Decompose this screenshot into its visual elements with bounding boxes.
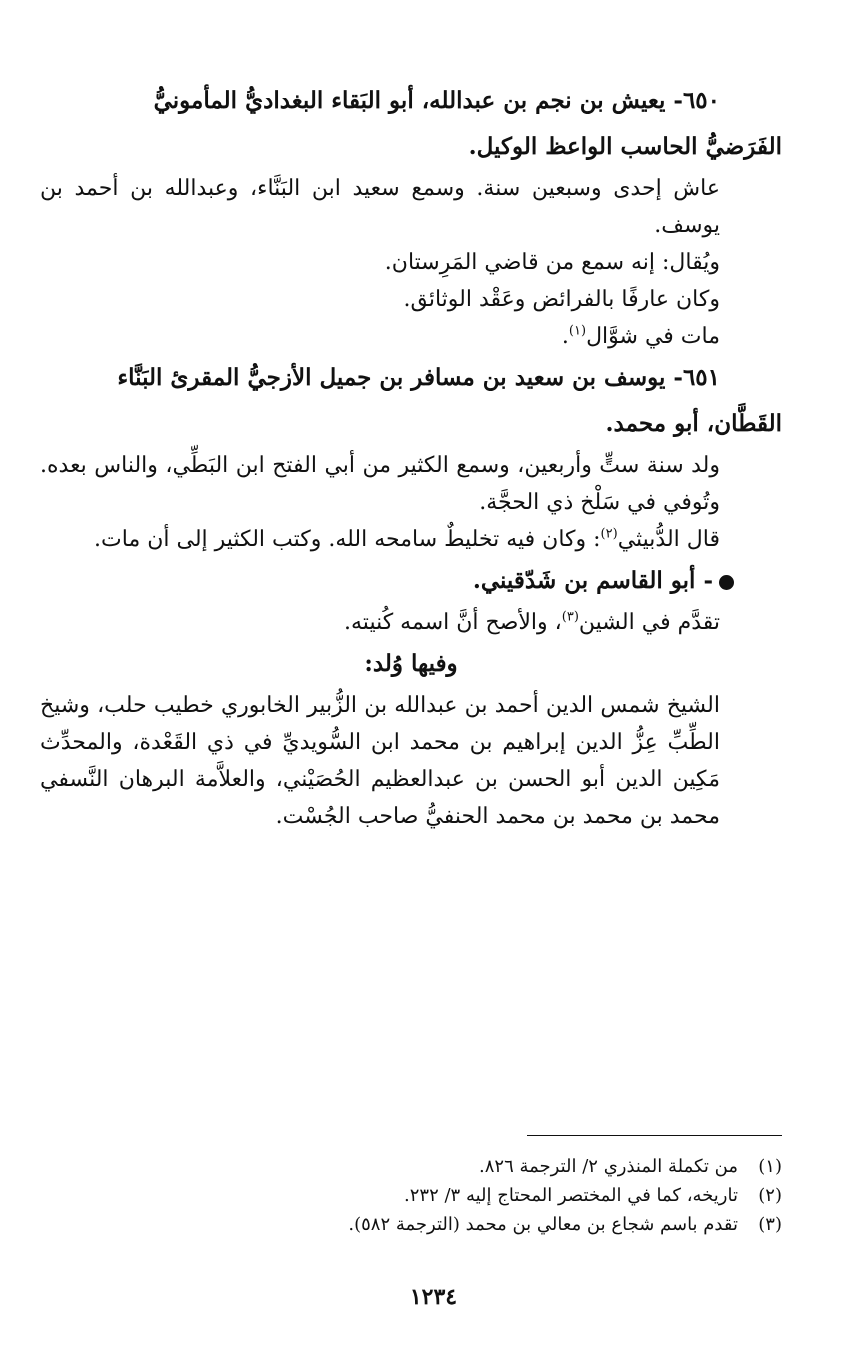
entry-651-text-2 xyxy=(40,521,782,558)
footnote-ref-1: (١) xyxy=(568,323,587,339)
entry-650-heading-line2: الفَرَضيُّ الحاسب الواعظ الوكيل. xyxy=(468,133,782,160)
footnote-3 xyxy=(40,1210,782,1239)
entry-650-text-4 xyxy=(40,318,782,355)
footnote-divider xyxy=(527,1135,782,1136)
footnote-1 xyxy=(40,1152,782,1181)
entry-650-heading-line1: ٦٥٠- يعيش بن نجم بن عبدالله، أبو البَقاء البغداديُّ المأمونيُّ xyxy=(153,87,720,114)
entry-651-heading-cont xyxy=(40,401,782,447)
footnote-1-number: (١) xyxy=(758,1156,782,1177)
entry-651-heading xyxy=(40,355,782,401)
entry-650-text-1: عاش إحدى وسبعين سنة. وسمع سعيد ابن البَنَّاء، وعبدالله بن أحمد بن يوسف. xyxy=(40,176,720,238)
entry-abu-heading xyxy=(40,558,782,604)
entry-650-period: . xyxy=(561,324,569,349)
entry-650-death-text: مات في شوَّال xyxy=(586,324,720,349)
page-body xyxy=(40,78,782,835)
entry-651-text-1: ولد سنة ستٍّ وأربعين، وسمع الكثير من أبي الفتح ابن البَطِّي، والناس بعده. وتُوفي في سَلْخ ذي الحجَّة. xyxy=(40,453,720,515)
footnote-3-text: تقدم باسم شجاع بن معالي بن محمد (الترجمة ٥٨٢). xyxy=(348,1214,738,1235)
entry-651-heading-line1: ٦٥١- يوسف بن سعيد بن مسافر بن جميل الأزجيُّ المقرئ البَنَّاء xyxy=(117,364,720,391)
entry-abu-text-start: تقدَّم في الشين xyxy=(578,610,720,635)
entry-651-quote-end: : وكان فيه تخليطٌ سامحه الله. وكتب الكثير إلى أن مات. xyxy=(94,527,601,552)
entry-651-heading-line2: القَطَّان، أبو محمد. xyxy=(605,410,782,437)
footnote-1-text: من تكملة المنذري ٢/ الترجمة ٨٢٦. xyxy=(479,1156,738,1177)
footnotes xyxy=(40,1152,782,1239)
entry-650-heading xyxy=(40,78,782,124)
footnote-3-number: (٣) xyxy=(758,1214,782,1235)
footnote-2-text: تاريخه، كما في المختصر المحتاج إليه ٣/ ٢٣٢. xyxy=(404,1185,738,1206)
births-heading: وفيها وُلد: xyxy=(364,650,458,677)
footnote-2-number: (٢) xyxy=(758,1185,782,1206)
footnote-ref-3: (٣) xyxy=(561,609,579,625)
entry-651-quote-start: قال الدُّبيثي xyxy=(617,527,720,552)
bullet-icon xyxy=(719,575,734,590)
births-text: الشيخ شمس الدين أحمد بن عبدالله بن الزُّبير الخابوري خطيب حلب، وشيخ الطِّبِّ عِزُّ الدين إبراهيم بن محمد ابن السُّويديِّ في ذي القَعْدة، والمحدِّث مَكِين الدين أبو الحسن بن عبدالعظيم الحُصَيْني، والعلاَّمة البرهان النَّسفي محمد بن محمد بن محمد الحنفيُّ صاحب الجُسْت. xyxy=(40,693,720,829)
entry-abu-text-end: ، والأصح أنَّ اسمه كُنيته. xyxy=(344,610,562,635)
footnote-ref-2: (٢) xyxy=(600,526,618,542)
entry-650-text-2: ويُقال: إنه سمع من قاضي المَرِستان. xyxy=(384,250,720,275)
entry-abu-text xyxy=(40,604,782,641)
page-number: ١٢٣٤ xyxy=(409,1284,458,1310)
footnote-2 xyxy=(40,1181,782,1210)
entry-abu-heading-text: - أبو القاسم بن شَدّقيني. xyxy=(472,567,713,594)
entry-650-heading-cont xyxy=(40,124,782,170)
entry-650-text-3: وكان عارفًا بالفرائض وعَقْد الوثائق. xyxy=(403,287,720,312)
